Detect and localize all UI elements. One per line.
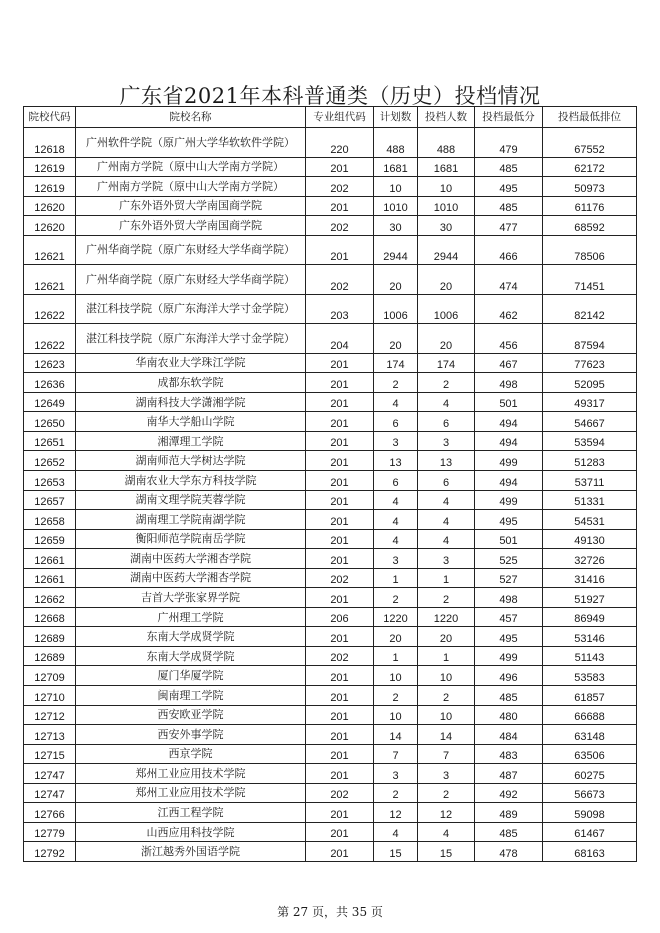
school-name-cell: 西安欧亚学院 [76, 705, 306, 725]
school-name-cell: 湖南中医药大学湘杏学院 [76, 549, 306, 569]
admitted-cell: 4 [418, 392, 475, 412]
min-rank-cell: 77623 [543, 353, 637, 373]
group-code-cell: 201 [306, 549, 374, 569]
school-code-cell: 12747 [24, 783, 76, 803]
plan-cell: 1220 [374, 607, 418, 627]
school-code-cell: 12622 [24, 324, 76, 354]
group-code-cell: 201 [306, 725, 374, 745]
group-code-cell: 201 [306, 764, 374, 784]
min-score-cell: 494 [475, 412, 543, 432]
table-row [24, 588, 637, 608]
group-code-cell: 201 [306, 588, 374, 608]
school-name-cell: 东南大学成贤学院 [76, 646, 306, 666]
school-code-cell: 12661 [24, 549, 76, 569]
school-code-cell: 12715 [24, 744, 76, 764]
min-score-cell: 456 [475, 324, 543, 354]
min-rank-cell: 49317 [543, 392, 637, 412]
school-name-cell: 江西工程学院 [76, 803, 306, 823]
school-name-cell: 厦门华厦学院 [76, 666, 306, 686]
min-rank-cell: 54531 [543, 510, 637, 530]
school-name-cell: 湖南科技大学潇湘学院 [76, 392, 306, 412]
table-row [24, 412, 637, 432]
school-code-cell: 12661 [24, 568, 76, 588]
school-name-cell: 湖南理工学院南湖学院 [76, 510, 306, 530]
plan-cell: 20 [374, 627, 418, 647]
school-code-cell: 12689 [24, 627, 76, 647]
school-code-cell: 12792 [24, 842, 76, 862]
admitted-cell: 6 [418, 470, 475, 490]
school-code-cell: 12622 [24, 294, 76, 324]
group-code-cell: 202 [306, 265, 374, 295]
min-score-cell: 477 [475, 216, 543, 236]
group-code-cell: 201 [306, 470, 374, 490]
school-code-cell: 12657 [24, 490, 76, 510]
min-rank-cell: 49130 [543, 529, 637, 549]
min-rank-cell: 66688 [543, 705, 637, 725]
table-row [24, 705, 637, 725]
plan-cell: 1 [374, 646, 418, 666]
header-school-code: 院校代码 [24, 107, 76, 128]
plan-cell: 12 [374, 803, 418, 823]
table-row [24, 431, 637, 451]
group-code-cell: 201 [306, 196, 374, 216]
school-code-cell: 12662 [24, 588, 76, 608]
admitted-cell: 3 [418, 549, 475, 569]
min-rank-cell: 50973 [543, 177, 637, 197]
plan-cell: 4 [374, 529, 418, 549]
school-name-cell: 广州软件学院（原广州大学华软软件学院） [76, 128, 306, 158]
min-score-cell: 485 [475, 157, 543, 177]
plan-cell: 13 [374, 451, 418, 471]
plan-cell: 4 [374, 392, 418, 412]
plan-cell: 3 [374, 764, 418, 784]
min-rank-cell: 68163 [543, 842, 637, 862]
school-code-cell: 12651 [24, 431, 76, 451]
min-score-cell: 457 [475, 607, 543, 627]
school-name-cell: 吉首大学张家界学院 [76, 588, 306, 608]
school-name-cell: 闽南理工学院 [76, 685, 306, 705]
plan-cell: 2 [374, 685, 418, 705]
min-rank-cell: 51283 [543, 451, 637, 471]
admitted-cell: 20 [418, 265, 475, 295]
table-row [24, 822, 637, 842]
plan-cell: 1006 [374, 294, 418, 324]
group-code-cell: 202 [306, 177, 374, 197]
group-code-cell: 201 [306, 412, 374, 432]
group-code-cell: 201 [306, 705, 374, 725]
page-title: 广东省2021年本科普通类（历史）投档情况 [119, 84, 541, 108]
min-score-cell: 492 [475, 783, 543, 803]
plan-cell: 4 [374, 510, 418, 530]
table-row [24, 725, 637, 745]
admitted-cell: 20 [418, 324, 475, 354]
min-score-cell: 462 [475, 294, 543, 324]
plan-cell: 15 [374, 842, 418, 862]
school-name-cell: 广州南方学院（原中山大学南方学院） [76, 157, 306, 177]
plan-cell: 14 [374, 725, 418, 745]
school-name-cell: 东南大学成贤学院 [76, 627, 306, 647]
school-name-cell: 湛江科技学院（原广东海洋大学寸金学院） [76, 324, 306, 354]
min-rank-cell: 51331 [543, 490, 637, 510]
school-name-cell: 湖南文理学院芙蓉学院 [76, 490, 306, 510]
school-name-cell: 广州理工学院 [76, 607, 306, 627]
min-rank-cell: 61467 [543, 822, 637, 842]
admitted-cell: 13 [418, 451, 475, 471]
min-rank-cell: 53583 [543, 666, 637, 686]
min-rank-cell: 61176 [543, 196, 637, 216]
plan-cell: 2944 [374, 235, 418, 265]
min-score-cell: 496 [475, 666, 543, 686]
school-code-cell: 12658 [24, 510, 76, 530]
table-row [24, 216, 637, 236]
min-score-cell: 487 [475, 764, 543, 784]
table-row [24, 510, 637, 530]
table-row [24, 744, 637, 764]
min-rank-cell: 87594 [543, 324, 637, 354]
plan-cell: 2 [374, 588, 418, 608]
school-code-cell: 12636 [24, 373, 76, 393]
admitted-cell: 174 [418, 353, 475, 373]
group-code-cell: 201 [306, 157, 374, 177]
school-code-cell: 12653 [24, 470, 76, 490]
group-code-cell: 204 [306, 324, 374, 354]
table-row [24, 549, 637, 569]
group-code-cell: 201 [306, 822, 374, 842]
school-code-cell: 12621 [24, 235, 76, 265]
plan-cell: 20 [374, 324, 418, 354]
school-code-cell: 12652 [24, 451, 76, 471]
group-code-cell: 201 [306, 529, 374, 549]
school-code-cell: 12747 [24, 764, 76, 784]
min-score-cell: 499 [475, 490, 543, 510]
table-row [24, 353, 637, 373]
group-code-cell: 201 [306, 627, 374, 647]
school-name-cell: 山西应用科技学院 [76, 822, 306, 842]
min-rank-cell: 51927 [543, 588, 637, 608]
min-rank-cell: 32726 [543, 549, 637, 569]
admitted-cell: 2 [418, 783, 475, 803]
table-row [24, 177, 637, 197]
admission-table [23, 106, 637, 862]
table-row [24, 265, 637, 295]
school-name-cell: 衡阳师范学院南岳学院 [76, 529, 306, 549]
group-code-cell: 201 [306, 235, 374, 265]
min-score-cell: 499 [475, 646, 543, 666]
school-name-cell: 西安外事学院 [76, 725, 306, 745]
plan-cell: 10 [374, 177, 418, 197]
min-rank-cell: 53146 [543, 627, 637, 647]
plan-cell: 488 [374, 128, 418, 158]
header-group-code: 专业组代码 [306, 107, 374, 128]
admitted-cell: 6 [418, 412, 475, 432]
plan-cell: 2 [374, 783, 418, 803]
table-row [24, 451, 637, 471]
min-rank-cell: 67552 [543, 128, 637, 158]
min-score-cell: 495 [475, 510, 543, 530]
table-row [24, 196, 637, 216]
admitted-cell: 15 [418, 842, 475, 862]
admitted-cell: 2 [418, 588, 475, 608]
school-code-cell: 12619 [24, 157, 76, 177]
admitted-cell: 4 [418, 822, 475, 842]
min-rank-cell: 62172 [543, 157, 637, 177]
school-code-cell: 12621 [24, 265, 76, 295]
group-code-cell: 201 [306, 666, 374, 686]
school-code-cell: 12619 [24, 177, 76, 197]
min-score-cell: 501 [475, 392, 543, 412]
group-code-cell: 201 [306, 431, 374, 451]
school-name-cell: 郑州工业应用技术学院 [76, 764, 306, 784]
school-code-cell: 12620 [24, 216, 76, 236]
admitted-cell: 10 [418, 666, 475, 686]
admitted-cell: 1 [418, 568, 475, 588]
table-row [24, 294, 637, 324]
admitted-cell: 4 [418, 490, 475, 510]
header-plan: 计划数 [374, 107, 418, 128]
table-row [24, 470, 637, 490]
school-name-cell: 成都东软学院 [76, 373, 306, 393]
min-score-cell: 527 [475, 568, 543, 588]
min-score-cell: 525 [475, 549, 543, 569]
group-code-cell: 202 [306, 783, 374, 803]
school-name-cell: 广州南方学院（原中山大学南方学院） [76, 177, 306, 197]
table-row [24, 324, 637, 354]
plan-cell: 10 [374, 666, 418, 686]
school-name-cell: 浙江越秀外国语学院 [76, 842, 306, 862]
table-row [24, 128, 637, 158]
school-code-cell: 12712 [24, 705, 76, 725]
min-rank-cell: 53711 [543, 470, 637, 490]
min-rank-cell: 52095 [543, 373, 637, 393]
min-rank-cell: 78506 [543, 235, 637, 265]
school-code-cell: 12689 [24, 646, 76, 666]
admitted-cell: 12 [418, 803, 475, 823]
table-row [24, 842, 637, 862]
admitted-cell: 14 [418, 725, 475, 745]
plan-cell: 30 [374, 216, 418, 236]
min-score-cell: 467 [475, 353, 543, 373]
min-rank-cell: 63506 [543, 744, 637, 764]
min-score-cell: 501 [475, 529, 543, 549]
header-min-score: 投档最低分 [475, 107, 543, 128]
table-row [24, 764, 637, 784]
group-code-cell: 201 [306, 490, 374, 510]
group-code-cell: 201 [306, 451, 374, 471]
admitted-cell: 10 [418, 705, 475, 725]
plan-cell: 1 [374, 568, 418, 588]
plan-cell: 20 [374, 265, 418, 295]
group-code-cell: 206 [306, 607, 374, 627]
table-row [24, 666, 637, 686]
admitted-cell: 1220 [418, 607, 475, 627]
school-name-cell: 湖南农业大学东方科技学院 [76, 470, 306, 490]
admitted-cell: 20 [418, 627, 475, 647]
min-score-cell: 484 [475, 725, 543, 745]
group-code-cell: 201 [306, 744, 374, 764]
header-school-name: 院校名称 [76, 107, 306, 128]
table-row [24, 157, 637, 177]
admitted-cell: 2 [418, 373, 475, 393]
school-code-cell: 12779 [24, 822, 76, 842]
plan-cell: 3 [374, 549, 418, 569]
school-code-cell: 12713 [24, 725, 76, 745]
min-score-cell: 495 [475, 177, 543, 197]
admitted-cell: 4 [418, 529, 475, 549]
table-row [24, 607, 637, 627]
school-name-cell: 南华大学船山学院 [76, 412, 306, 432]
plan-cell: 6 [374, 470, 418, 490]
min-score-cell: 485 [475, 685, 543, 705]
min-rank-cell: 68592 [543, 216, 637, 236]
school-code-cell: 12710 [24, 685, 76, 705]
admitted-cell: 1 [418, 646, 475, 666]
admitted-cell: 2944 [418, 235, 475, 265]
min-rank-cell: 71451 [543, 265, 637, 295]
min-rank-cell: 56673 [543, 783, 637, 803]
group-code-cell: 201 [306, 510, 374, 530]
school-name-cell: 湖南中医药大学湘杏学院 [76, 568, 306, 588]
group-code-cell: 203 [306, 294, 374, 324]
header-admitted: 投档人数 [418, 107, 475, 128]
min-score-cell: 498 [475, 588, 543, 608]
plan-cell: 10 [374, 705, 418, 725]
admitted-cell: 10 [418, 177, 475, 197]
admitted-cell: 488 [418, 128, 475, 158]
table-row [24, 373, 637, 393]
plan-cell: 7 [374, 744, 418, 764]
min-score-cell: 495 [475, 627, 543, 647]
group-code-cell: 220 [306, 128, 374, 158]
admitted-cell: 1681 [418, 157, 475, 177]
school-name-cell: 湘潭理工学院 [76, 431, 306, 451]
school-code-cell: 12618 [24, 128, 76, 158]
school-name-cell: 湖南师范大学树达学院 [76, 451, 306, 471]
min-rank-cell: 82142 [543, 294, 637, 324]
min-score-cell: 480 [475, 705, 543, 725]
plan-cell: 2 [374, 373, 418, 393]
plan-cell: 3 [374, 431, 418, 451]
group-code-cell: 201 [306, 392, 374, 412]
group-code-cell: 201 [306, 842, 374, 862]
min-score-cell: 466 [475, 235, 543, 265]
school-code-cell: 12766 [24, 803, 76, 823]
min-rank-cell: 86949 [543, 607, 637, 627]
school-name-cell: 西京学院 [76, 744, 306, 764]
school-code-cell: 12620 [24, 196, 76, 216]
min-score-cell: 498 [475, 373, 543, 393]
min-score-cell: 483 [475, 744, 543, 764]
group-code-cell: 202 [306, 568, 374, 588]
min-score-cell: 478 [475, 842, 543, 862]
group-code-cell: 201 [306, 685, 374, 705]
header-min-rank: 投档最低排位 [543, 107, 637, 128]
table-header-row [24, 107, 637, 128]
admitted-cell: 1006 [418, 294, 475, 324]
admitted-cell: 3 [418, 431, 475, 451]
min-rank-cell: 63148 [543, 725, 637, 745]
plan-cell: 1681 [374, 157, 418, 177]
min-rank-cell: 59098 [543, 803, 637, 823]
min-score-cell: 494 [475, 431, 543, 451]
table-row [24, 685, 637, 705]
plan-cell: 6 [374, 412, 418, 432]
min-rank-cell: 51143 [543, 646, 637, 666]
school-code-cell: 12659 [24, 529, 76, 549]
school-name-cell: 郑州工业应用技术学院 [76, 783, 306, 803]
school-name-cell: 华南农业大学珠江学院 [76, 353, 306, 373]
group-code-cell: 202 [306, 646, 374, 666]
min-score-cell: 499 [475, 451, 543, 471]
min-rank-cell: 53594 [543, 431, 637, 451]
table-row [24, 235, 637, 265]
school-code-cell: 12623 [24, 353, 76, 373]
table-row [24, 803, 637, 823]
min-score-cell: 474 [475, 265, 543, 295]
table-row [24, 568, 637, 588]
min-rank-cell: 31416 [543, 568, 637, 588]
group-code-cell: 201 [306, 353, 374, 373]
admitted-cell: 4 [418, 510, 475, 530]
plan-cell: 4 [374, 822, 418, 842]
admitted-cell: 3 [418, 764, 475, 784]
school-name-cell: 广州华商学院（原广东财经大学华商学院） [76, 235, 306, 265]
school-name-cell: 广东外语外贸大学南国商学院 [76, 216, 306, 236]
min-score-cell: 485 [475, 822, 543, 842]
plan-cell: 1010 [374, 196, 418, 216]
min-score-cell: 485 [475, 196, 543, 216]
group-code-cell: 202 [306, 216, 374, 236]
admitted-cell: 7 [418, 744, 475, 764]
plan-cell: 4 [374, 490, 418, 510]
min-rank-cell: 61857 [543, 685, 637, 705]
table-row [24, 627, 637, 647]
school-code-cell: 12709 [24, 666, 76, 686]
table-row [24, 529, 637, 549]
group-code-cell: 201 [306, 803, 374, 823]
admitted-cell: 1010 [418, 196, 475, 216]
table-row [24, 783, 637, 803]
min-rank-cell: 60275 [543, 764, 637, 784]
min-score-cell: 494 [475, 470, 543, 490]
page-footer: 第 27 页，共 35 页 [277, 905, 383, 919]
group-code-cell: 201 [306, 373, 374, 393]
min-score-cell: 489 [475, 803, 543, 823]
school-name-cell: 广东外语外贸大学南国商学院 [76, 196, 306, 216]
school-code-cell: 12650 [24, 412, 76, 432]
table-row [24, 646, 637, 666]
school-name-cell: 湛江科技学院（原广东海洋大学寸金学院） [76, 294, 306, 324]
admitted-cell: 2 [418, 685, 475, 705]
plan-cell: 174 [374, 353, 418, 373]
school-code-cell: 12649 [24, 392, 76, 412]
min-rank-cell: 54667 [543, 412, 637, 432]
school-code-cell: 12668 [24, 607, 76, 627]
table-row [24, 392, 637, 412]
admitted-cell: 30 [418, 216, 475, 236]
min-score-cell: 479 [475, 128, 543, 158]
table-row [24, 490, 637, 510]
school-name-cell: 广州华商学院（原广东财经大学华商学院） [76, 265, 306, 295]
